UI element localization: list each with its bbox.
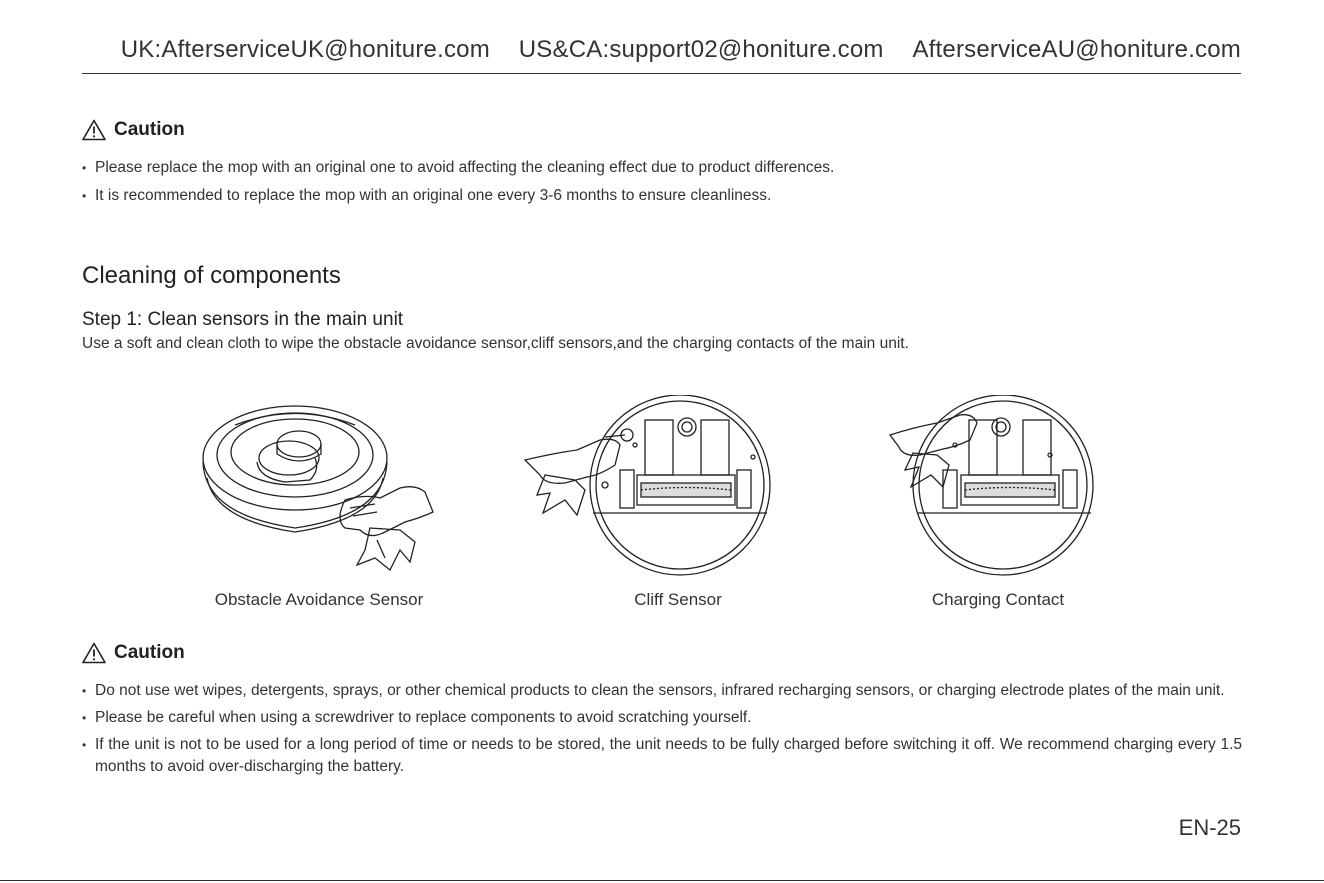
email-uk: UK:AfterserviceUK@honiture.com: [120, 36, 490, 63]
page-header: [82, 34, 1241, 74]
list-item: • Please be careful when using a screwdriver to replace components to avoid scratching yourself.: [82, 707, 1242, 729]
caution-list-1: [82, 157, 1242, 213]
email-us-ca: US&CA:support02@honiture.com: [518, 36, 884, 63]
caption-charging-contact: Charging Contact: [931, 590, 1065, 609]
list-item: • Do not use wet wipes, detergents, sprays, or other chemical products to clean the sensors, infrared recharging sensors, or charging electrode plates of the main unit.: [82, 680, 1242, 702]
robot-cliff-sensor-illustration: [515, 395, 785, 580]
email-au: AfterserviceAU@honiture.com: [912, 36, 1241, 63]
caution-heading-1: [82, 119, 185, 141]
caution-label: Caution: [114, 119, 185, 140]
bottom-divider: [0, 880, 1324, 881]
caption-obstacle-avoidance-sensor: Obstacle Avoidance Sensor: [214, 590, 424, 609]
robot-obstacle-sensor-illustration: [195, 400, 445, 575]
caution-label: Caution: [114, 642, 185, 663]
caption-cliff-sensor: Cliff Sensor: [634, 590, 722, 609]
step-description: Use a soft and clean cloth to wipe the obstacle avoidance sensor,cliff sensors,and the charging contacts of the main unit.: [82, 335, 909, 352]
support-emails: [99, 36, 1241, 64]
list-item: • Please replace the mop with an original one to avoid affecting the cleaning effect due to product differences.: [82, 157, 1242, 179]
list-item: • If the unit is not to be used for a long period of time or needs to be stored, the unit needs to be fully charged before switching it off. We recommend charging every 1.5 months to avoid over-discharging the battery.: [82, 734, 1242, 778]
section-title: Cleaning of components: [82, 262, 341, 289]
list-item: • It is recommended to replace the mop with an original one every 3-6 months to ensure cleanliness.: [82, 185, 1242, 207]
warning-icon: [82, 642, 106, 664]
page-number: EN-25: [1178, 815, 1241, 840]
caution-heading-2: [82, 642, 185, 664]
warning-icon: [82, 119, 106, 141]
robot-charging-contact-illustration: [885, 395, 1115, 580]
caution-list-2: [82, 680, 1242, 783]
step-title: Step 1: Clean sensors in the main unit: [82, 309, 404, 330]
